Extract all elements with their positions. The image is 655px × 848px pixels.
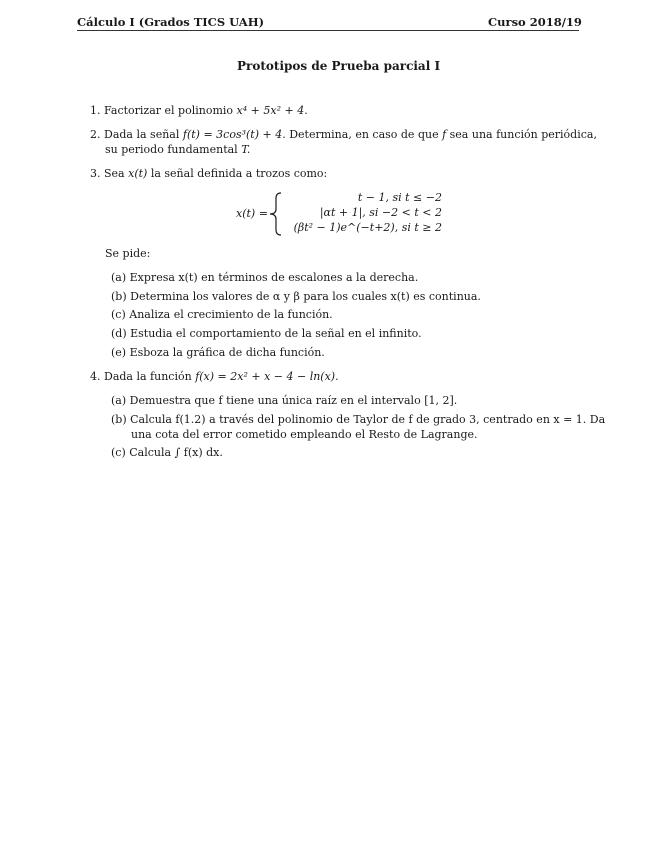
problem-text: Factorizar el polinomio — [104, 104, 234, 117]
period-var: T. — [241, 143, 251, 156]
page-title: Prototipos de Prueba parcial I — [237, 59, 441, 73]
problem-text: Dada la función — [104, 370, 192, 383]
piecewise-cases — [286, 191, 442, 239]
item-4b: (b) Calcula f(1.2) a través del polinomio de Taylor de f de grado 3, centrado en x = 1. Da — [111, 413, 606, 426]
item-3b: (b) Determina los valores de α y β para los cuales x(t) es continua. — [111, 290, 481, 303]
item-4b-line-2: una cota del error cometido empleando el Resto de Lagrange. — [131, 428, 478, 441]
polynomial-expression: x⁴ + 5x² + 4. — [236, 104, 308, 117]
item-4c: (c) Calcula ∫ f(x) dx. — [111, 446, 223, 459]
problem-text: sea una función periódica, — [449, 128, 597, 141]
item-3c: (c) Analiza el crecimiento de la función. — [111, 308, 333, 321]
header-year: Curso 2018/19 — [488, 15, 582, 29]
function-expression: f(x) = 2x² + x − 4 − ln(x). — [195, 370, 339, 383]
case-3: (βt² − 1)e^(−t+2), si t ≥ 2 — [293, 221, 442, 234]
case-2: |αt + 1|, si −2 < t < 2 — [319, 206, 442, 219]
problem-number: 3. — [90, 167, 101, 180]
item-3a: (a) Expresa x(t) en términos de escalones a la derecha. — [111, 271, 419, 284]
case-1: t − 1, si t ≤ −2 — [357, 191, 442, 204]
problem-3 — [90, 167, 327, 180]
se-pide: Se pide: — [105, 247, 151, 260]
item-4a: (a) Demuestra que f tiene una única raíz en el intervalo [1, 2]. — [111, 394, 458, 407]
problem-text: Determina, en caso de que — [289, 128, 439, 141]
problem-2-line-2: su periodo fundamental T. — [105, 143, 251, 156]
problem-text: la señal definida a trozos como: — [150, 167, 328, 180]
piecewise-lhs: x(t) = — [236, 207, 268, 220]
header-rule — [77, 30, 579, 31]
problem-2 — [90, 128, 597, 141]
problem-text: Sea — [104, 167, 125, 180]
problem-number: 1. — [90, 104, 101, 117]
item-3e: (e) Esboza la gráfica de dicha función. — [111, 346, 325, 359]
item-3d: (d) Estudia el comportamiento de la señal en el infinito. — [111, 327, 422, 340]
problem-number: 2. — [90, 128, 101, 141]
left-brace-icon — [269, 192, 283, 236]
problem-number: 4. — [90, 370, 101, 383]
problem-1 — [90, 104, 308, 117]
signal-expression: f(t) = 3cos³(t) + 4. — [182, 128, 286, 141]
problem-4 — [90, 370, 339, 383]
problem-text: Dada la señal — [104, 128, 180, 141]
function-var: f — [442, 128, 447, 141]
signal-var: x(t) — [128, 167, 148, 180]
header-course: Cálculo I (Grados TICS UAH) — [77, 15, 265, 29]
